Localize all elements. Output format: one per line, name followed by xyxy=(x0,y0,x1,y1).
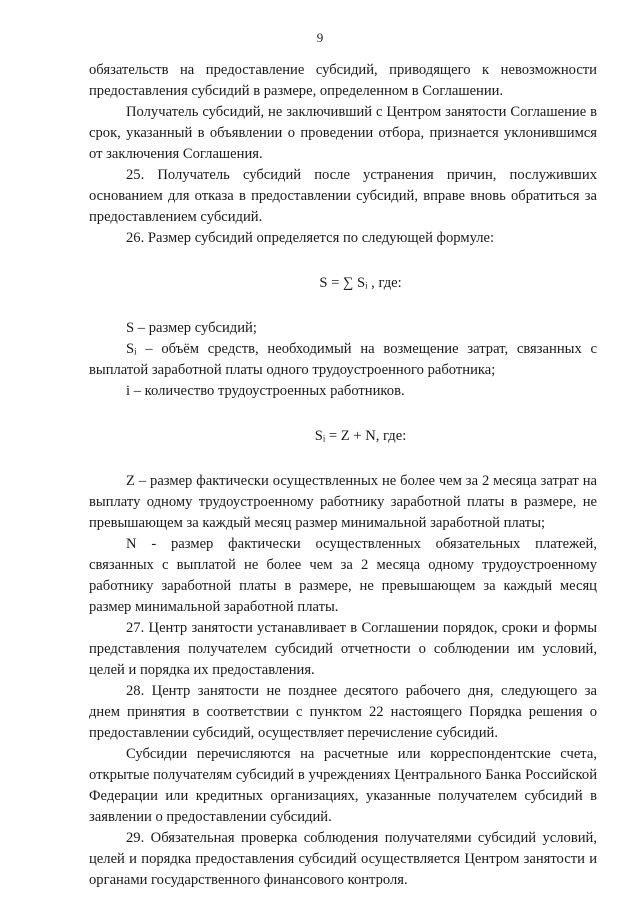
paragraph: обязательств на предоставление субсидий, приводящего к невозможности предоставления субсидий в размере, определенном в Соглашении. xyxy=(89,62,597,99)
paragraph: 29. Обязательная проверка соблюдения получателями субсидий условий, целей и порядка предоставления субсидий осуществляется Центром занятости и органами государственного финансового контроля. xyxy=(89,830,597,888)
definition-item: Sᵢ – объём средств, необходимый на возмещение затрат, связанных с выплатой заработной платы одного трудоустроенного работника; xyxy=(89,341,597,378)
paragraph: 28. Центр занятости не позднее десятого рабочего дня, следующего за днем принятия в соответствии с пунктом 22 настоящего Порядка решения о предоставлении субсидий, осуществляет перечисление субсидий. xyxy=(89,683,597,741)
page-number: 9 xyxy=(316,30,324,45)
paragraph: 27. Центр занятости устанавливает в Соглашении порядок, сроки и формы представления получателем субсидий отчетности о соблюдении им условий, целей и порядка их предоставления. xyxy=(89,620,597,678)
paragraph: Получатель субсидий, не заключивший с Центром занятости Соглашение в срок, указанный в объявлении о проведении отбора, признается уклонившимся от заключения Соглашения. xyxy=(89,104,597,162)
paragraph: Субсидии перечисляются на расчетные или корреспондентские счета, открытые получателям субсидий в учреждениях Центрального Банка Российской Федерации или кредитных организациях, указанные получателем субсидий в заявлении о предоставлении субсидий. xyxy=(89,746,597,825)
document-body xyxy=(89,60,597,891)
formula-subsidy-total: S = ∑ Sᵢ , где: xyxy=(319,275,402,291)
formula-per-worker: Sᵢ = Z + N, где: xyxy=(314,428,407,444)
paragraph: 25. Получатель субсидий после устранения причин, послуживших основанием для отказа в предоставлении субсидий, вправе вновь обратиться за предоставлением субсидий. xyxy=(89,167,597,225)
definition-item: i – количество трудоустроенных работников. xyxy=(126,383,405,399)
paragraph: 26. Размер субсидий определяется по следующей формуле: xyxy=(126,230,495,246)
definition-item: S – размер субсидий; xyxy=(126,320,257,336)
definition-item: N - размер фактически осуществленных обязательных платежей, связанных с выплатой не более чем за 2 месяца одному трудоустроенному работнику заработной платы в размере, не превышающем за каждый месяц размер минимальной заработной платы. xyxy=(89,536,597,615)
definition-item: Z – размер фактически осуществленных не более чем за 2 месяца затрат на выплату одному трудоустроенному работнику заработной платы в размере, не превышающем за каждый месяц размер минимальной заработной платы; xyxy=(89,473,597,531)
